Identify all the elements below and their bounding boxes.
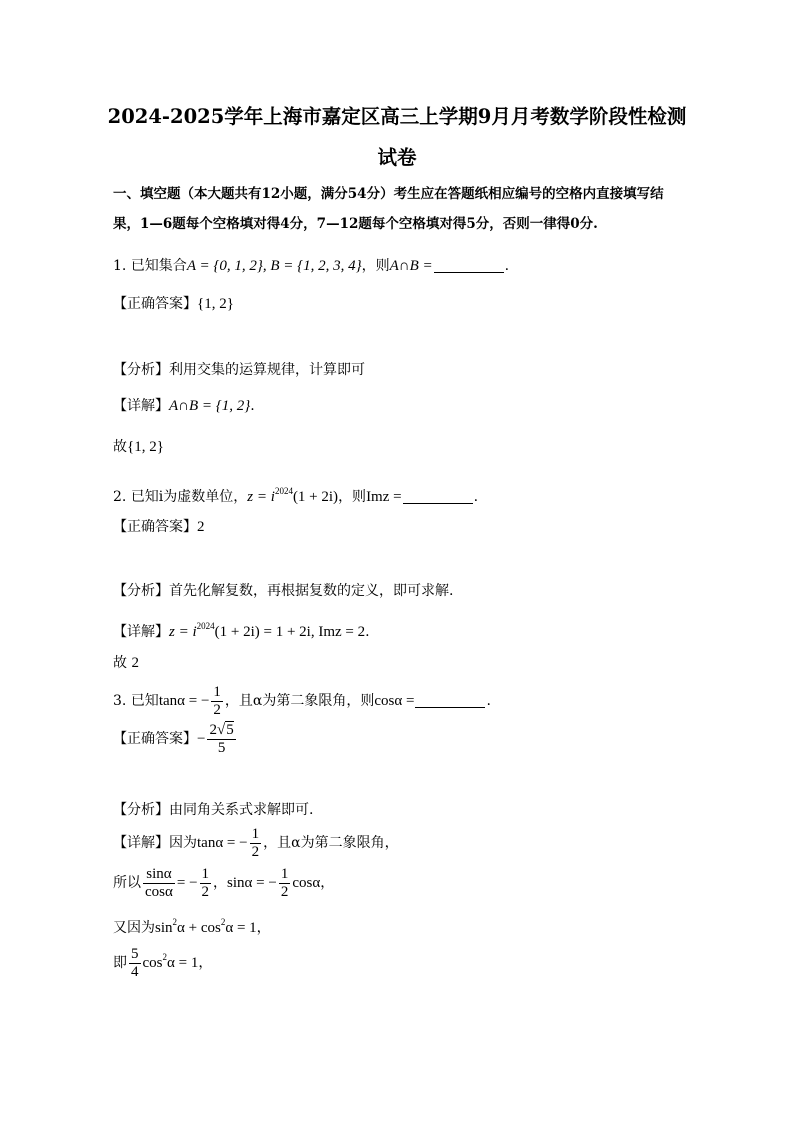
q1-analysis-row	[113, 360, 365, 380]
q3-four: 4	[131, 963, 139, 980]
q3-final-square: 2	[162, 952, 167, 962]
q3-analysis-row	[113, 800, 313, 820]
q1-analysis: 利用交集的运算规律，计算即可	[169, 362, 365, 378]
q3-detail1-num: 1	[251, 825, 260, 842]
q3-comma-3: ，	[256, 920, 271, 936]
q2-exponent: 2024	[274, 486, 293, 496]
q3-detail3-pre: 又因为	[113, 920, 155, 936]
analysis-label: 【分析】	[113, 362, 169, 378]
q3-analysis: 由同角关系式求解即可.	[169, 802, 314, 818]
q3-detail1-den: 2	[251, 843, 260, 860]
detail-label: 【详解】	[113, 624, 169, 640]
q3-detail-row-1	[113, 824, 399, 862]
analysis-label: 【分析】	[113, 583, 169, 599]
answer-label: 【正确答案】	[113, 731, 197, 747]
q3-number: 3.	[113, 693, 131, 709]
q2-answer-blank	[403, 489, 473, 504]
detail-label: 【详解】	[113, 835, 169, 851]
q3-detail-row-3: 又因为$\sin^2\alpha + \cos^2\alpha = 1$，	[113, 917, 271, 936]
q1-prefix: 已知集合	[130, 258, 187, 274]
q3-detail2-den: 2	[201, 883, 210, 900]
q2-z: z = i	[247, 489, 275, 505]
answer-label: 【正确答案】	[113, 296, 197, 312]
q3-cos-tail: cosα	[292, 875, 321, 891]
q3-detail1-pre: 因为	[169, 835, 197, 851]
q3-detail2-num: 1	[201, 865, 210, 882]
q2-paren: (1 + 2i)	[292, 489, 339, 505]
q3-detail1-post: ，且α为第二象限角，	[263, 835, 399, 851]
q3-answer-numerator: 2√5	[209, 721, 234, 738]
q3-identity-tail: α = 1	[225, 920, 257, 936]
q1-mid: ，则	[361, 258, 390, 274]
q3-sin-term: sin	[155, 920, 173, 936]
q2-number: 2.	[113, 489, 131, 505]
q3-tan: tanα = −	[158, 693, 210, 709]
q2-detail-exponent: 2024	[196, 621, 215, 631]
q2-conclusion: 2	[131, 655, 139, 671]
q3-comma-4: ，	[198, 955, 213, 971]
q3-five: 5	[131, 945, 139, 962]
q3-cos-square: 2	[220, 917, 226, 927]
section-intro-line-2: 果，1—6题每个空格填对得4分，7—12题每个空格填对得5分，否则一律得0分.	[113, 216, 598, 232]
q2-expression: Imz =	[366, 489, 402, 505]
q3-answer-sign: −	[197, 731, 206, 747]
q2-answer-row	[113, 517, 205, 537]
q2-prefix: 已知i为虚数单位，	[130, 489, 248, 505]
q3-comma-1: ，	[213, 875, 228, 891]
q2-answer: 2	[197, 519, 205, 535]
q3-sin-square: 2	[172, 917, 178, 927]
q1-expression: A∩B =	[389, 258, 433, 274]
q3-detail2-pre: 所以	[113, 875, 141, 891]
q3-detail2-half	[200, 866, 212, 901]
q3-detail2b-num: 1	[280, 865, 289, 882]
analysis-label: 【分析】	[113, 802, 169, 818]
q2-analysis: 首先化解复数，再根据复数的定义，即可求解.	[169, 583, 454, 599]
q1-conclusion: {1, 2}	[127, 439, 164, 455]
q3-mid: ，且α为第二象限角，则	[224, 693, 375, 709]
q3-detail1-fraction	[250, 826, 262, 861]
q2-detail-pre: z = i	[169, 624, 197, 640]
q3-cos-term: cos	[200, 920, 221, 936]
q1-answer: {1, 2}	[197, 296, 234, 312]
title-line-1: 2024-2025学年上海市嘉定区高三上学期9月月考数学阶段性检测	[107, 105, 687, 128]
q2-analysis-row	[113, 581, 453, 601]
title-line-2: 试卷	[377, 146, 417, 169]
q3-final-tail: α = 1	[167, 955, 199, 971]
q3-answer-row	[113, 720, 238, 758]
q3-answer-fraction	[207, 722, 235, 757]
q3-answer-blank	[415, 693, 485, 708]
q3-detail2b-den: 2	[280, 883, 289, 900]
therefore-label: 故	[113, 655, 127, 671]
q3-detail1-tan: tanα = −	[197, 835, 248, 851]
therefore-label: 故	[113, 439, 127, 455]
q3-prefix: 已知	[130, 693, 159, 709]
q3-fraction-half	[211, 684, 223, 719]
q2-conclusion-row	[113, 653, 139, 673]
q2-detail-post: (1 + 2i) = 1 + 2i, Imz = 2	[214, 624, 366, 640]
q3-half-numerator: 1	[213, 683, 221, 700]
q3-cos-denominator: cosα	[145, 883, 173, 900]
q2-detail-row: 【详解】$z = i^{2024}(1 + 2i) = 1 + 2i$, Imz = 2.	[113, 621, 370, 640]
q1-answer-row	[113, 294, 234, 314]
question-1: 1. 已知集合A = {0, 1, 2}, B = {1, 2, 3, 4}，则A∩B = .	[113, 258, 510, 274]
q3-answer-radicand: 5	[226, 721, 234, 738]
q3-comma-2: ，	[320, 875, 335, 891]
q3-sin-over-cos	[143, 866, 175, 901]
section-intro-line-1: 一、填空题（本大题共有12小题，满分54分）考生应在答题纸相应编号的空格内直接填写结	[113, 186, 664, 202]
q3-detail4-pre: 即	[113, 955, 127, 971]
answer-label: 【正确答案】	[113, 519, 197, 535]
q1-number: 1.	[113, 258, 131, 274]
q3-detail2-half-b	[279, 866, 291, 901]
q3-final-cos: cos	[142, 955, 163, 971]
q1-detail: A∩B = {1, 2}	[169, 398, 251, 414]
question-3: 3. 已知tanα = − $\frac{1}{2}$ ，且α为第二象限角，则cosα = .	[113, 683, 491, 718]
q3-five-quarters	[129, 946, 141, 981]
q1-conclusion-row	[113, 437, 164, 457]
q3-expression: cosα =	[374, 693, 415, 709]
q3-detail-row-4	[113, 938, 212, 982]
q1-answer-blank	[434, 258, 504, 273]
q1-detail-row: 【详解】A∩B = {1, 2}.	[113, 398, 255, 414]
detail-label: 【详解】	[113, 398, 169, 414]
q3-sin-eq: sinα = −	[227, 875, 277, 891]
q3-detail-row-2	[113, 864, 334, 902]
q3-answer-coef: 2	[209, 721, 217, 738]
q3-answer-denominator: 5	[217, 739, 226, 756]
q3-sin-numerator: sinα	[143, 866, 175, 884]
q3-half-denominator: 2	[213, 701, 221, 718]
q3-eq-neg: = −	[176, 875, 198, 891]
question-2: 2. 已知i为虚数单位，$z = i^{2024}(1 + 2i)$，则Imz = .	[113, 486, 479, 505]
q2-mid: ，则	[338, 489, 367, 505]
q1-sets: A = {0, 1, 2}, B = {1, 2, 3, 4}	[186, 258, 362, 274]
